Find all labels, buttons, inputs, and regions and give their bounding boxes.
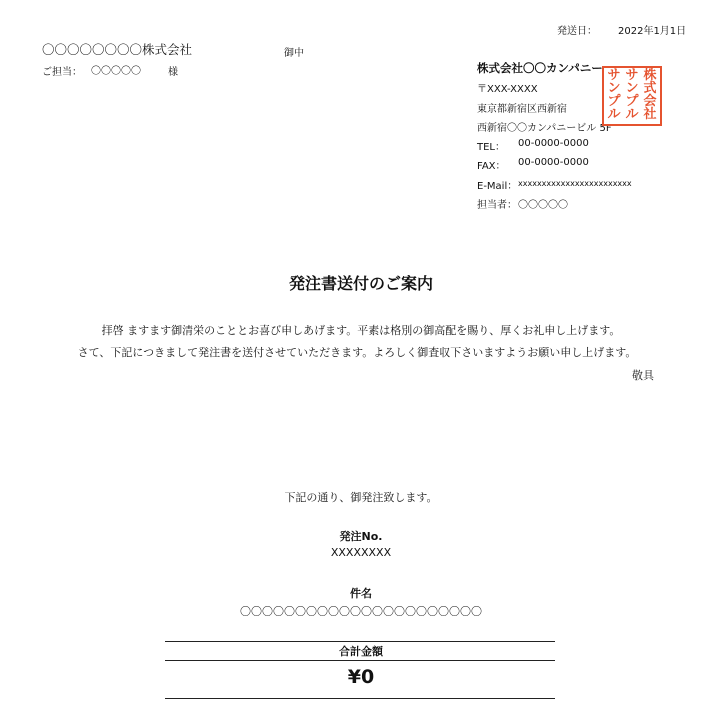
sender-postal: 〒XXX-XXXX [477, 84, 538, 95]
stamp-column: サ ン プ ル [607, 68, 621, 122]
tel-label: TEL： [477, 142, 505, 153]
total-label: 合計金額 [339, 645, 383, 658]
contact-label: ご担当： [42, 67, 82, 78]
person-value: 〇〇〇〇〇 [518, 200, 568, 211]
send-date-label: 発送日： [557, 26, 597, 37]
sender-address2: 西新宿〇〇カンパニービル 5F [477, 123, 612, 134]
recipient-company: 〇〇〇〇〇〇〇〇株式会社 [42, 42, 193, 57]
contact-suffix: 様 [168, 67, 178, 78]
email-value: xxxxxxxxxxxxxxxxxxxxxxxx [518, 179, 632, 188]
stamp-column: サ ン プ ル [625, 68, 639, 122]
recipient-honorific: 御中 [284, 48, 304, 59]
sender-address1: 東京都新宿区西新宿 [477, 104, 567, 115]
body-line-2: さて、下記につきまして発注書を送付させていただきます。よろしく御査収下さいますようお願い申し上げます。 [77, 346, 637, 359]
fax-value: 00-0000-0000 [518, 157, 589, 168]
fax-label: FAX： [477, 161, 506, 172]
order-no-value: XXXXXXXX [330, 546, 392, 559]
subject-value: 〇〇〇〇〇〇〇〇〇〇〇〇〇〇〇〇〇〇〇〇〇〇 [240, 605, 482, 618]
tel-value: 00-0000-0000 [518, 138, 589, 149]
contact-name: 〇〇〇〇〇 [91, 66, 141, 77]
email-label: E-Mail： [477, 181, 518, 192]
divider [165, 660, 555, 661]
send-date-value: 2022年1月1日 [618, 26, 687, 37]
divider [165, 698, 555, 699]
company-seal-stamp [602, 66, 662, 126]
closing: 敬具 [632, 369, 654, 382]
total-value: ¥0 [347, 666, 375, 688]
order-intro: 下記の通り、御発注致します。 [284, 491, 438, 504]
sender-company: 株式会社〇〇カンパニー [477, 61, 603, 75]
person-label: 担当者： [477, 200, 517, 211]
divider [165, 641, 555, 642]
page-title: 発注書送付のご案内 [288, 274, 433, 293]
body-line-1: 拝啓 ますます御清栄のこととお喜び申しあげます。平素は格別の御高配を賜り、厚くお礼申し上げます。 [101, 324, 621, 337]
order-no-label: 発注No. [339, 530, 383, 543]
subject-label: 件名 [350, 587, 372, 600]
stamp-column: 株 式 会 社 [643, 68, 657, 122]
